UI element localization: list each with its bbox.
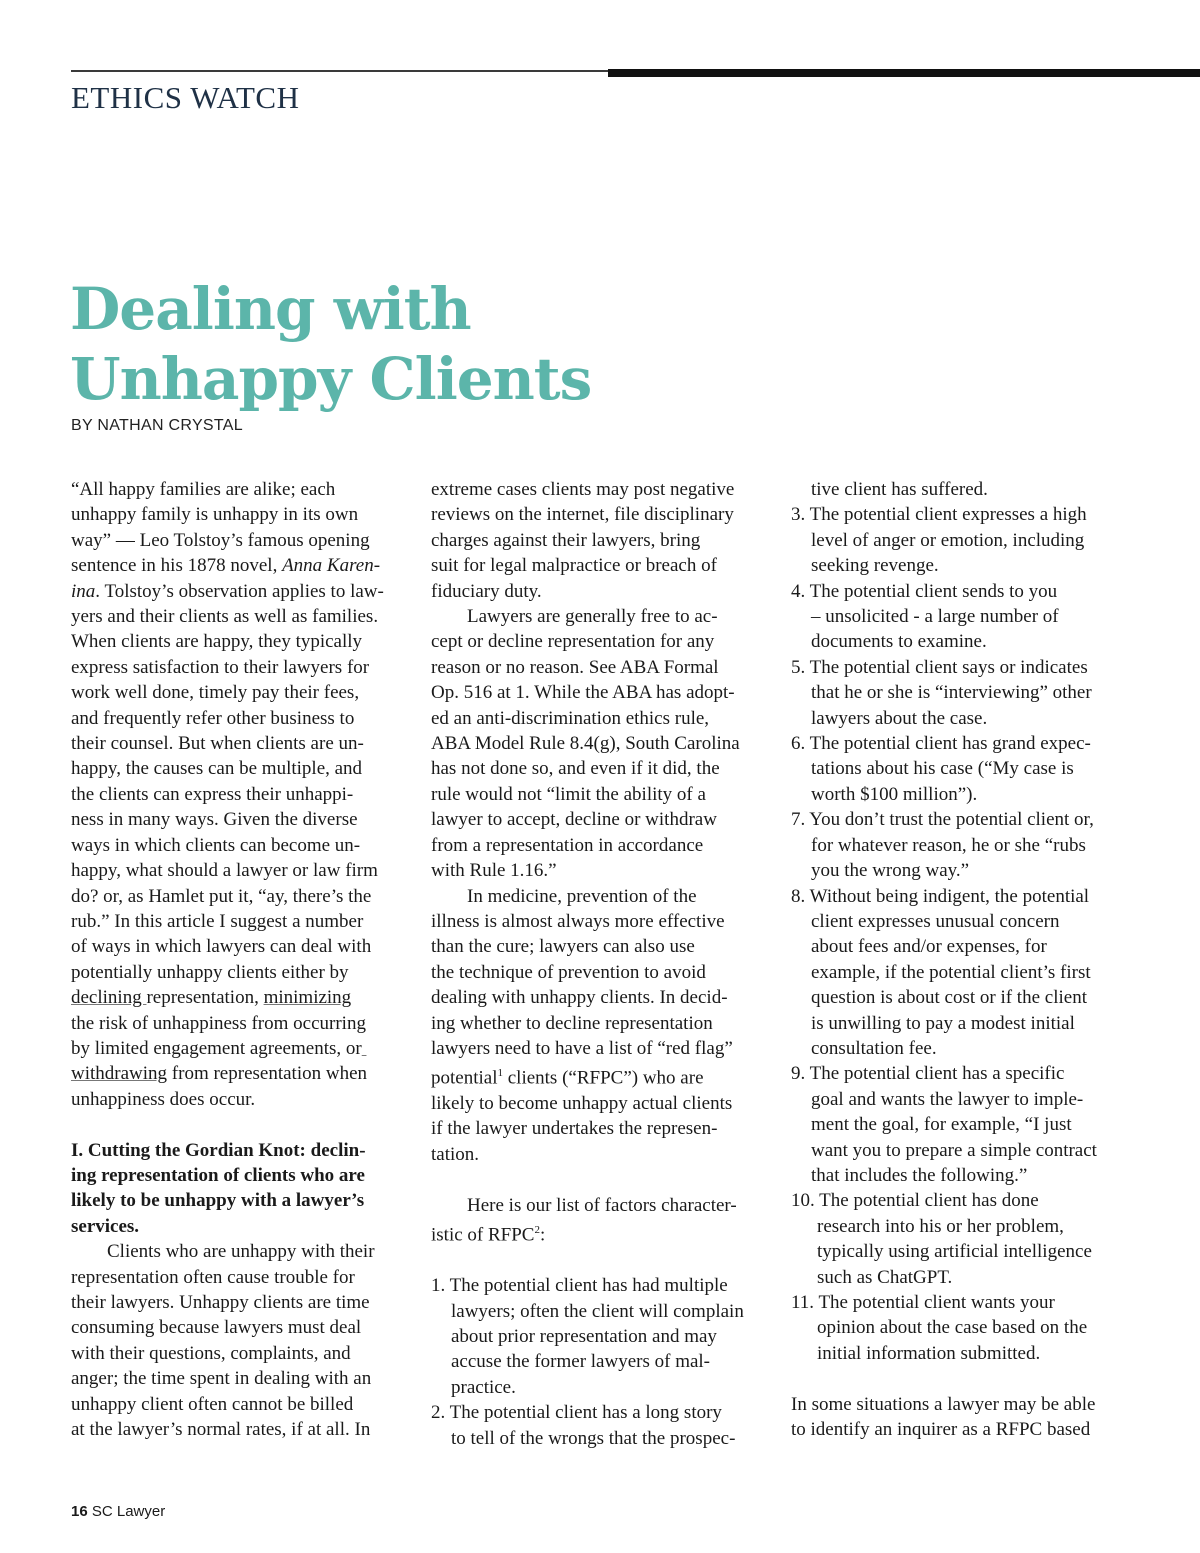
- text-line: [71, 985, 416, 1010]
- text-line: their lawyers. Unhappy clients are time: [71, 1291, 370, 1313]
- article-title: [70, 274, 591, 414]
- text-line: level of anger or emotion, including: [811, 529, 1085, 551]
- list-item-1: [431, 1273, 776, 1400]
- text-line: consultation fee.: [811, 1037, 937, 1059]
- text-line: the clients can express their unhappi-: [71, 783, 354, 805]
- text-line: lawyers need to have a list of “red flag”: [431, 1037, 733, 1059]
- book-title: Anna Karen-: [282, 555, 381, 577]
- column-1: [71, 477, 416, 1442]
- text-line: tations about his case (“My case is: [811, 758, 1074, 780]
- text-line: ways in which clients can become un-: [71, 834, 361, 856]
- footnote-ref-2[interactable]: 2: [534, 1224, 540, 1237]
- text-line: suit for legal malpractice or breach of: [431, 555, 717, 577]
- text-line: tation.: [431, 1143, 480, 1165]
- text-line: potentially unhappy clients either by: [71, 961, 349, 983]
- text-line: is unwilling to pay a modest initial: [811, 1012, 1075, 1034]
- text-line: with Rule 1.16.”: [431, 860, 557, 882]
- paragraph-accept-decline: [431, 604, 776, 883]
- text-line: and frequently refer other business to: [71, 707, 355, 729]
- list-item-5: [791, 655, 1136, 731]
- text-line: than the cure; lawyers can also use: [431, 936, 695, 958]
- text-line: tive client has suffered.: [811, 479, 988, 500]
- text-line: has not done so, and even if it did, the: [431, 758, 720, 780]
- text-line: 8. Without being indigent, the potential: [791, 885, 1090, 907]
- text-line: ABA Model Rule 8.4(g), South Carolina: [431, 733, 740, 755]
- text-line: reason or no reason. See ABA Formal: [431, 656, 719, 678]
- list-item-10: [791, 1188, 1136, 1290]
- text-line: dealing with unhappy clients. In decid-: [431, 987, 728, 1009]
- text-line: fiduciary duty.: [431, 580, 542, 602]
- text-line: [431, 1218, 776, 1248]
- section-label: ETHICS WATCH: [71, 80, 300, 115]
- text-fragment: . Tolstoy’s observation applies to law-: [95, 580, 384, 602]
- paragraph-list-intro: [431, 1193, 776, 1248]
- text-line: lawyers about the case.: [811, 707, 988, 729]
- header-rule-thin: [71, 70, 611, 72]
- text-fragment: potential: [431, 1067, 498, 1089]
- text-line: that includes the following.”: [811, 1164, 1028, 1186]
- text-line: unhappiness does occur.: [71, 1088, 256, 1110]
- text-line: [431, 1061, 776, 1091]
- text-line: cept or decline representation for any: [431, 631, 715, 653]
- page-footer: [71, 1503, 165, 1520]
- text-fragment: :: [539, 1224, 546, 1246]
- text-line: question is about cost or if the client: [811, 987, 1087, 1009]
- text-fragment: from representation when: [167, 1063, 368, 1085]
- page-number: 16: [71, 1503, 88, 1520]
- text-line: Clients who are unhappy with their: [107, 1241, 375, 1263]
- list-item-9: [791, 1061, 1136, 1188]
- text-line: example, if the potential client’s first: [811, 961, 1091, 983]
- text-line: unhappy client often cannot be billed: [71, 1393, 354, 1415]
- text-line: ment the goal, for example, “I just: [811, 1114, 1072, 1136]
- text-line: rule would not “limit the ability of a: [431, 783, 706, 805]
- text-line: When clients are happy, they typically: [71, 631, 363, 653]
- heading-line: services.: [71, 1215, 140, 1237]
- text-line: 10. The potential client has done: [791, 1190, 1039, 1212]
- text-line: 9. The potential client has a specific: [791, 1063, 1065, 1085]
- list-item-6: [791, 731, 1136, 807]
- text-line: their counsel. But when clients are un-: [71, 733, 364, 755]
- text-line: yers and their clients as well as families.: [71, 606, 379, 628]
- text-line: documents to examine.: [811, 631, 987, 653]
- text-line: practice.: [451, 1376, 516, 1398]
- text-line: work well done, timely pay their fees,: [71, 682, 360, 704]
- text-line: you the wrong way.”: [811, 860, 970, 882]
- text-line: “All happy families are alike; each: [71, 479, 336, 500]
- text-line: illness is almost always more effective: [431, 910, 725, 932]
- title-line-1: Dealing with: [70, 275, 471, 343]
- text-line: 3. The potential client expresses a high: [791, 504, 1087, 526]
- text-line: to identify an inquirer as a RFPC based: [791, 1419, 1091, 1441]
- column-2: [431, 477, 776, 1451]
- text-line: 1. The potential client has had multiple: [431, 1275, 728, 1297]
- text-line: ed an anti-discrimination ethics rule,: [431, 707, 710, 729]
- text-line: [71, 1061, 416, 1086]
- text-line: way” — Leo Tolstoy’s famous opening: [71, 529, 370, 551]
- text-line: Op. 516 at 1. While the ABA has adopt-: [431, 682, 735, 704]
- text-line: about fees and/or expenses, for: [811, 936, 1047, 958]
- declining-link[interactable]: declining: [71, 987, 147, 1009]
- text-line: reviews on the internet, file disciplinary: [431, 504, 734, 526]
- list-item-7: [791, 807, 1136, 883]
- text-fragment: by limited engagement agreements, or: [71, 1037, 362, 1059]
- text-line: rub.” In this article I suggest a number: [71, 910, 364, 932]
- paragraph-continued: [431, 477, 776, 604]
- text-line: if the lawyer undertakes the represen-: [431, 1118, 718, 1140]
- text-line: from a representation in accordance: [431, 834, 704, 856]
- heading-line: I. Cutting the Gordian Knot: declin-: [71, 1139, 366, 1161]
- text-line: accuse the former lawyers of mal-: [451, 1351, 711, 1373]
- text-line: initial information submitted.: [817, 1342, 1041, 1364]
- text-line: 7. You don’t trust the potential client or,: [791, 809, 1094, 831]
- text-line: unhappy family is unhappy in its own: [71, 504, 359, 526]
- heading-line: likely to be unhappy with a lawyer’s: [71, 1190, 365, 1212]
- text-line: charges against their lawyers, bring: [431, 529, 701, 551]
- text-line: happy, what should a lawyer or law firm: [71, 860, 378, 882]
- text-line: of ways in which lawyers can deal with: [71, 936, 372, 958]
- heading-line: ing representation of clients who are: [71, 1164, 365, 1186]
- text-line: lawyers; often the client will complain: [451, 1300, 744, 1322]
- section-heading-1: [71, 1138, 416, 1240]
- text-line: extreme cases clients may post negative: [431, 479, 735, 500]
- text-line: goal and wants the lawyer to imple-: [811, 1088, 1084, 1110]
- text-line: 5. The potential client says or indicates: [791, 656, 1088, 678]
- paragraph-prevention: [431, 884, 776, 1168]
- text-line: 2. The potential client has a long story: [431, 1402, 722, 1424]
- text-line: lawyer to accept, decline or withdraw: [431, 809, 717, 831]
- withdrawing-link[interactable]: withdrawing: [71, 1063, 168, 1085]
- spacer: [431, 1248, 776, 1273]
- footnote-ref-1[interactable]: 1: [497, 1067, 503, 1080]
- title-line-2: Unhappy Clients: [70, 345, 592, 413]
- byline: BY NATHAN CRYSTAL: [71, 417, 243, 434]
- paragraph-rfpc-identify: [791, 1392, 1136, 1443]
- column-3: [791, 477, 1136, 1442]
- intro-paragraph: [71, 477, 416, 1112]
- spacer: [71, 1112, 416, 1137]
- text-line: the technique of prevention to avoid: [431, 961, 706, 983]
- publication-name: SC Lawyer: [91, 1503, 166, 1520]
- text-line: [71, 579, 416, 604]
- text-line: 4. The potential client sends to you: [791, 580, 1058, 602]
- text-line: consuming because lawyers must deal: [71, 1317, 362, 1339]
- text-fragment: representation,: [146, 987, 264, 1009]
- text-line: ing whether to decline representation: [431, 1012, 713, 1034]
- text-line: at the lawyer’s normal rates, if at all. In: [71, 1419, 371, 1441]
- text-line: for whatever reason, he or she “rubs: [811, 834, 1086, 856]
- text-line: 6. The potential client has grand expec-: [791, 733, 1091, 755]
- spacer: [791, 1366, 1136, 1391]
- text-line: want you to prepare a simple contract: [811, 1139, 1097, 1161]
- header-rule-thick: [608, 69, 1200, 77]
- text-line: [71, 553, 416, 578]
- text-line: client expresses unusual concern: [811, 910, 1060, 932]
- text-line: opinion about the case based on the: [817, 1317, 1088, 1339]
- text-line: express satisfaction to their lawyers for: [71, 656, 370, 678]
- text-fragment: sentence in his 1878 novel,: [71, 555, 283, 577]
- list-item-8: [791, 884, 1136, 1062]
- text-line: about prior representation and may: [451, 1326, 717, 1348]
- text-line: that he or she is “interviewing” other: [811, 682, 1092, 704]
- text-line: Lawyers are generally free to ac-: [467, 606, 718, 628]
- text-line: such as ChatGPT.: [817, 1266, 953, 1288]
- text-line: – unsolicited - a large number of: [811, 606, 1059, 628]
- list-item-2-continued: [791, 477, 1136, 502]
- paragraph-unhappy-clients: [71, 1239, 416, 1442]
- text-line: research into his or her problem,: [817, 1215, 1064, 1237]
- text-line: [71, 1036, 416, 1061]
- text-line: the risk of unhappiness from occurring: [71, 1012, 366, 1034]
- text-fragment: istic of RFPC: [431, 1224, 535, 1246]
- text-line: In medicine, prevention of the: [467, 885, 697, 907]
- minimizing-link[interactable]: minimizing: [263, 987, 352, 1009]
- text-line: Here is our list of factors character-: [467, 1194, 737, 1216]
- underline-space: [362, 1038, 367, 1059]
- text-line: ness in many ways. Given the diverse: [71, 809, 358, 831]
- list-item-2: [431, 1400, 776, 1451]
- text-line: typically using artificial intelligence: [817, 1241, 1092, 1263]
- text-line: do? or, as Hamlet put it, “ay, there’s the: [71, 885, 372, 907]
- text-line: to tell of the wrongs that the prospec-: [451, 1427, 736, 1449]
- text-line: 11. The potential client wants your: [791, 1292, 1055, 1313]
- spacer: [431, 1167, 776, 1192]
- list-item-3: [791, 502, 1136, 578]
- text-line: anger; the time spent in dealing with an: [71, 1368, 372, 1390]
- text-line: worth $100 million”).: [811, 783, 978, 805]
- list-item-11: [791, 1290, 1136, 1366]
- text-line: In some situations a lawyer may be able: [791, 1393, 1096, 1415]
- text-line: happy, the causes can be multiple, and: [71, 758, 363, 780]
- text-line: with their questions, complaints, and: [71, 1342, 351, 1364]
- text-fragment: clients (“RFPC”) who are: [502, 1067, 704, 1089]
- text-line: seeking revenge.: [811, 555, 939, 577]
- book-title: ina: [71, 580, 96, 602]
- list-item-4: [791, 579, 1136, 655]
- text-line: likely to become unhappy actual clients: [431, 1093, 733, 1115]
- text-line: representation often cause trouble for: [71, 1266, 355, 1288]
